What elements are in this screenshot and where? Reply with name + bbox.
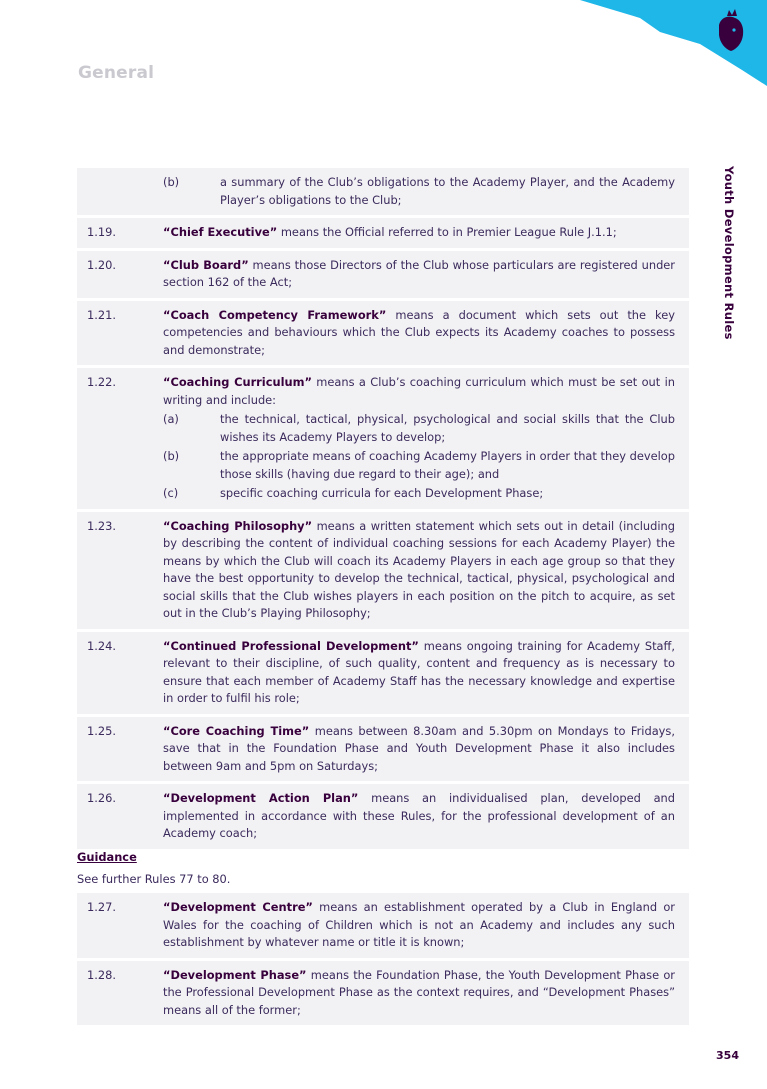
- defined-term: “Development Action Plan”: [163, 791, 359, 805]
- row-body: [163, 967, 675, 1020]
- definition-row: [77, 632, 689, 714]
- definition-meaning: means the Foundation Phase, the Youth Development Phase or the Professional Development Phase as the context requires, and “Development Phases” means all of the former;: [163, 967, 675, 1017]
- definition-text: [163, 224, 675, 242]
- defined-term: “Development Phase”: [163, 967, 307, 982]
- definition-meaning: means a written statement which sets out in detail (including by describing the content of individual coaching sessions for each Academy Player) the means by which the Club will coach its Academy Players in each age group so that they have the best opportunity to develop the technical, tactical, physical, psychological and social skills that the Club wishes players in each position on the pitch to acquire, as set out in the Club’s Playing Philosophy;: [163, 518, 675, 620]
- row-number: [87, 174, 163, 209]
- sub-text: a summary of the Club’s obligations to the Academy Player, and the Academy Player’s obligations to the Club;: [220, 175, 675, 207]
- sub-label: (b): [163, 449, 180, 463]
- sub-item: [163, 448, 675, 483]
- row-number: 1.26.: [87, 791, 116, 805]
- definition-text: [163, 899, 675, 952]
- definition-text: [163, 723, 675, 776]
- sub-item: [163, 485, 675, 503]
- definition-row: [77, 784, 689, 849]
- definition-meaning: means an establishment operated by a Club in England or Wales for the coaching of Children which is not an Academy and includes any such establishment by whatever name or title it is known;: [163, 900, 675, 949]
- definition-row: [77, 301, 689, 366]
- row-body: [163, 224, 675, 242]
- section-title: General: [78, 63, 155, 83]
- definition-row: [77, 512, 689, 629]
- sub-label: (c): [163, 486, 179, 500]
- definitions-list-2: [77, 893, 689, 1028]
- definition-text: [163, 790, 675, 843]
- definition-text: [163, 257, 675, 292]
- definition-text: [163, 967, 675, 1020]
- row-number: 1.23.: [87, 518, 116, 533]
- row-body: [163, 307, 675, 360]
- sub-label: (b): [163, 175, 180, 189]
- row-body: [163, 723, 675, 776]
- guidance-block: [77, 849, 230, 888]
- row-number: 1.27.: [87, 900, 116, 914]
- defined-term: “Coaching Philosophy”: [163, 518, 313, 533]
- corner-decoration: [0, 0, 767, 100]
- continuation-row: [77, 168, 689, 215]
- sub-text: the technical, tactical, physical, psychological and social skills that the Club wishes its Academy Players to develop;: [220, 412, 675, 444]
- definition-meaning: means between 8.30am and 5.30pm on Mondays to Fridays, save that in the Foundation Phase and Youth Development Phase it also includes between 9am and 5pm on Saturdays;: [163, 723, 675, 773]
- defined-term: “Coaching Curriculum”: [163, 375, 312, 389]
- definition-text: [163, 638, 675, 708]
- definition-row: [77, 251, 689, 298]
- definitions-list-1: [77, 168, 689, 852]
- page-number: 354: [716, 1049, 739, 1062]
- definition-meaning: means those Directors of the Club whose particulars are registered under section 162 of the Act;: [163, 257, 675, 289]
- row-number: 1.20.: [87, 257, 116, 272]
- definition-meaning: means a Club’s coaching curriculum which must be set out in writing and include:: [163, 375, 675, 407]
- definition-text: [163, 518, 675, 623]
- guidance-text: See further Rules 77 to 80.: [77, 871, 231, 886]
- sub-text: the appropriate means of coaching Academy Players in order that they develop those skills (having due regard to their age); and: [220, 449, 675, 481]
- definition-row: [77, 218, 689, 248]
- sub-item: [163, 411, 675, 446]
- definition-text: [163, 374, 675, 409]
- sub-label: (a): [163, 412, 179, 426]
- row-body: [163, 638, 675, 708]
- row-body: [163, 899, 675, 952]
- guidance-heading: Guidance: [77, 850, 137, 864]
- defined-term: “Chief Executive”: [163, 225, 278, 239]
- defined-term: “Core Coaching Time”: [163, 723, 310, 738]
- row-body: [163, 257, 675, 292]
- defined-term: “Continued Professional Development”: [163, 638, 419, 653]
- definition-text: [163, 307, 675, 360]
- definition-meaning: means an individualised plan, developed and implemented in accordance with these Rules, for the professional development of an Academy coach;: [163, 791, 675, 840]
- defined-term: “Club Board”: [163, 257, 249, 272]
- definition-meaning: means ongoing training for Academy Staff, relevant to their discipline, of such quality, content and frequency as is necessary to ensure that each member of Academy Staff has the necessary knowledge and expertise in order to fulfil his role;: [163, 638, 675, 705]
- row-number: 1.24.: [87, 638, 116, 653]
- sub-item: [163, 174, 675, 209]
- row-number: 1.19.: [87, 225, 116, 239]
- definition-row: [77, 893, 689, 958]
- row-number: 1.21.: [87, 307, 116, 322]
- definition-row: [77, 368, 689, 509]
- row-number: 1.25.: [87, 723, 116, 738]
- defined-term: “Coach Competency Framework”: [163, 307, 387, 322]
- definition-meaning: means the Official referred to in Premier League Rule J.1.1;: [277, 225, 617, 239]
- row-body: [163, 518, 675, 623]
- definition-meaning: means a document which sets out the key competencies and behaviours which the Club expects its Academy coaches to possess and demonstrate;: [163, 307, 675, 357]
- row-number: 1.28.: [87, 967, 116, 982]
- definition-row: [77, 961, 689, 1026]
- sub-text: specific coaching curricula for each Development Phase;: [220, 486, 544, 500]
- row-number: 1.22.: [87, 375, 116, 389]
- defined-term: “Development Centre”: [163, 900, 313, 914]
- side-title: Youth Development Rules: [722, 166, 736, 340]
- row-body: [163, 174, 675, 209]
- row-body: [163, 374, 675, 503]
- definition-row: [77, 717, 689, 782]
- row-body: [163, 790, 675, 843]
